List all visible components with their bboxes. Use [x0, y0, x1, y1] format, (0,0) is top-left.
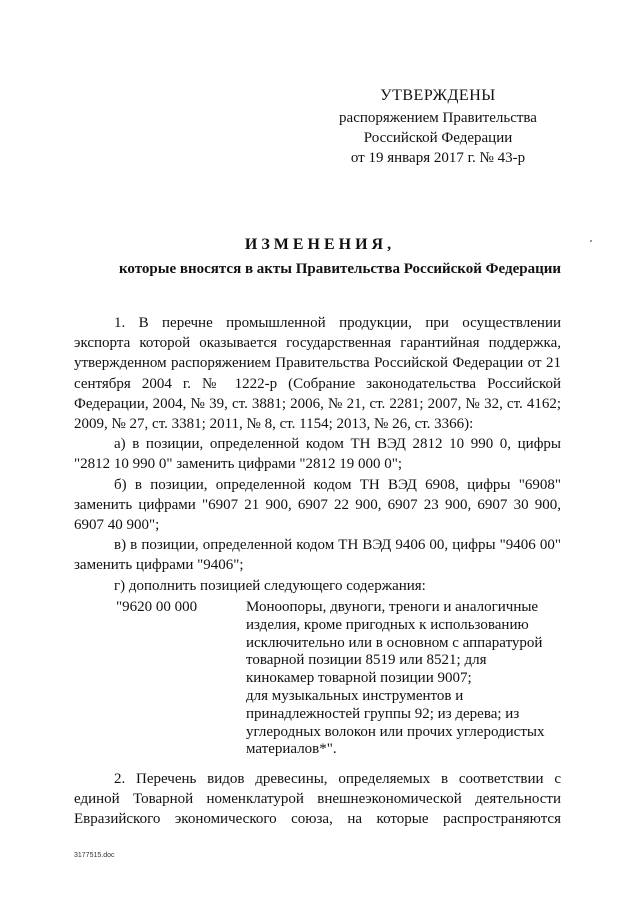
description-line: исключительно или в основном с аппаратурой [246, 634, 543, 651]
description-line: углеродных волокон или прочих углеродистых [246, 723, 545, 740]
approval-heading: УТВЕРЖДЕНЫ [380, 87, 496, 104]
document-title: ИЗМЕНЕНИЯ, [244, 236, 396, 253]
description-line: материалов*". [246, 741, 337, 758]
position-description [246, 599, 566, 759]
description-line: изделия, кроме пригодных к использованию [246, 616, 529, 633]
item-a: а) в позиции, определенной кодом ТН ВЭД 2812 10 990 0, цифры "2812 10 990 0" заменить цифрами "2812 19 000 0"; [74, 436, 561, 473]
approval-line-2: Российской Федерации [363, 130, 513, 146]
file-name-footer: 3177515.doc [74, 852, 115, 859]
approval-stamp [318, 86, 558, 168]
approval-line-1: распоряжением Правительства [339, 110, 537, 126]
item-g: г) дополнить позицией следующего содержания: [114, 577, 426, 594]
position-code: "9620 00 000 [116, 599, 198, 615]
item-b: б) в позиции, определенной кодом ТН ВЭД 6908, цифры "6908" заменить цифрами "6907 21 900, 6907 22 900, 6907 23 900, 6907 30 900, 6907 40 900"; [74, 476, 561, 534]
document-body-continued [74, 769, 561, 830]
description-line: для музыкальных инструментов и [246, 687, 464, 704]
approval-line-3: от 19 января 2017 г. № 43-р [350, 150, 526, 166]
paragraph-1: 1. В перечне промышленной продукции, при осуществлении экспорта которой оказывается государственная гарантийная поддержка, утвержденном распоряжением Правительства Российской Федерации от 21 сентября 2004 г. № 1222-р (Собрание законодательства Российской Федерации, 2004, № 39, ст. 3881; 2006, № 21, ст. 2281; 2007, № 32, ст. 4162; 2009, № 27, ст. 3381; 2011, № 8, ст. 1154; 2013, № 26, ст. 3366): [74, 315, 561, 433]
description-line: кинокамер товарной позиции 9007; [246, 670, 472, 687]
document-subtitle: которые вносятся в акты Правительства Российской Федерации [118, 261, 562, 277]
document-body [74, 313, 561, 596]
description-line: Моноопоры, двуноги, треноги и аналогичные [246, 599, 539, 615]
item-v: в) в позиции, определенной кодом ТН ВЭД 9406 00, цифры "9406 00" заменить цифрами "9406"; [74, 537, 561, 574]
description-line: принадлежностей группы 92; из дерева; из [246, 705, 520, 722]
paragraph-2: 2. Перечень видов древесины, определяемых в соответствии с единой Товарной номенклатурой внешнеэкономической деятельности Евразийского экономического союза, на которые распространяются [74, 771, 561, 828]
description-line: товарной позиции 8519 или 8521; для [246, 652, 487, 669]
